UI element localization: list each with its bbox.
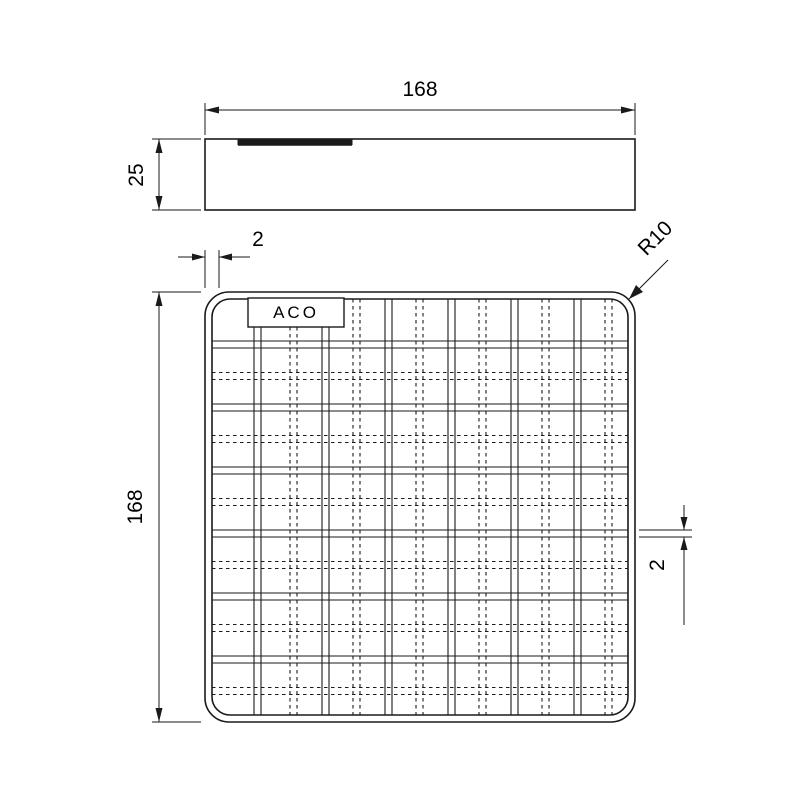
dimension-label-25: 25 <box>125 163 148 187</box>
arrow-top <box>681 517 688 530</box>
dimension-label-168-plan: 168 <box>124 489 147 525</box>
dimension-label-r10: R10 <box>633 216 678 261</box>
dimension-label-2-right: 2 <box>646 559 669 571</box>
side-view-body <box>205 139 635 210</box>
grid-horizontal-bars <box>212 341 628 663</box>
aco-logo-plate <box>248 298 344 327</box>
dimension-corner-radius <box>629 217 677 299</box>
arrow-left <box>192 254 205 261</box>
plan-view-inner-frame <box>212 299 628 715</box>
grid-vertical-bars <box>254 299 581 715</box>
aco-logo-text: ACO <box>273 303 319 322</box>
arrow-top <box>156 292 163 306</box>
plan-view-group <box>205 292 635 722</box>
arrow-bottom <box>156 708 163 722</box>
side-view-ledge-fill <box>238 139 352 145</box>
dimension-bar-width-right <box>639 505 692 625</box>
arrow-right <box>621 107 635 114</box>
arrow-left <box>205 107 219 114</box>
dimension-side-height <box>125 139 201 210</box>
arrow-right <box>219 254 232 261</box>
dimension-bar-width-top <box>178 228 264 288</box>
arrow-bottom <box>681 537 688 550</box>
arrow-top <box>156 139 163 153</box>
grid-hidden-members <box>212 299 628 715</box>
plan-view-outer-frame <box>205 292 635 722</box>
dimension-top-width <box>205 78 635 135</box>
side-view-group <box>205 139 635 210</box>
dimension-label-2-top: 2 <box>252 228 264 251</box>
dimension-label-168-top: 168 <box>402 78 438 101</box>
plan-view-grid <box>212 299 628 715</box>
dimension-plan-height <box>124 292 201 722</box>
arrow-bottom <box>156 196 163 210</box>
